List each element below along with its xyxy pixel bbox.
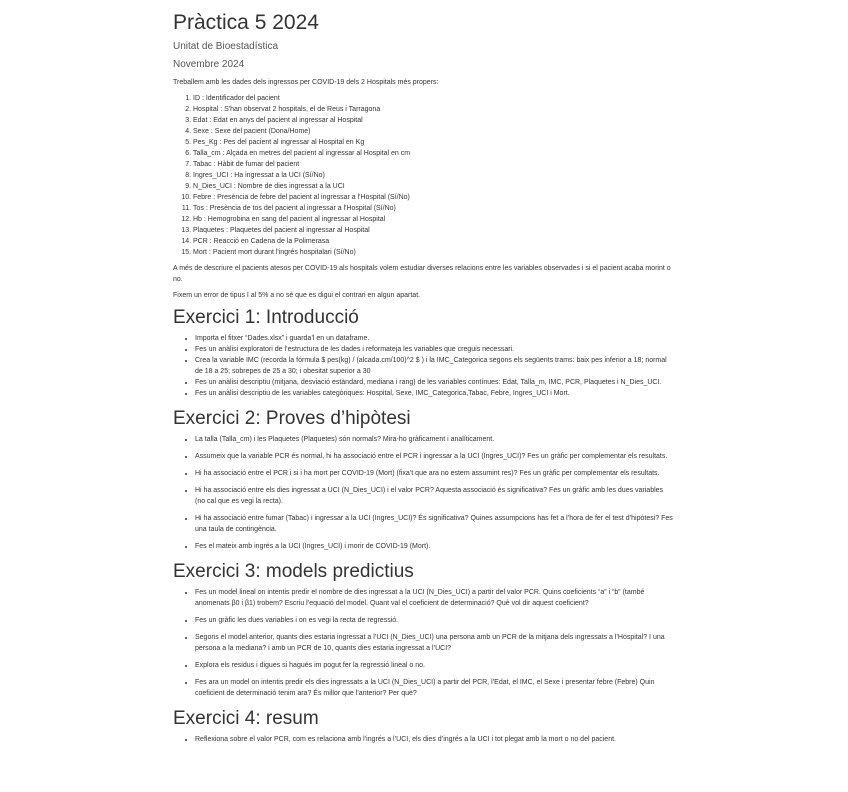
list-item: 7. Tabac : Hàbit de fumar del pacient [193,159,673,170]
list-item: 5. Pes_Kg : Pes del pacient al ingressar al Hospital en Kg [193,137,673,148]
list-item: 8. Ingres_UCI : Ha ingressat a la UCI (Sí/No) [193,170,673,181]
ex1-task-list [173,333,673,399]
list-item: • Reflexiona sobre el valor PCR, com es relaciona amb l’ingrés a l’UCI, els dies d’ingrés a la UCI i tot plegat amb la mort o no del pacient. [195,734,673,745]
list-item: • Hi ha associació entre el PCR i si i ha mort per COVID-19 (Mort) (fixa’t que ara no estem assumint res)? Fes un gràfic per complementar els resultats. [195,468,673,479]
list-item: 10. Febre : Presència de febre del pacient al ingressar a l'Hospital (Sí/No) [193,192,673,203]
list-item: • Explora els residus i digues si hagués im pogut fer la regressió lineal o no. [195,660,673,671]
list-item: 4. Sexe : Sexe del pacient (Dona/Home) [193,126,673,137]
list-item: • Crea la variable IMC (recorda la fórmula $ pes(kg) / (alcada.cm/100)^2 $ ) i la IMC_Categorica segons els següents trams: baix pes inferior a 18; normal de 18 a 25; sobrepes de 25 a 30; i obesitat superior a 30 [195,355,673,377]
list-item: 6. Talla_cm : Alçada en metres del pacient al ingressar al Hospital en cm [193,148,673,159]
list-item: 13. Plaquetes : Plaquetes del pacient al ingressar al Hospital [193,225,673,236]
author: Unitat de Bioestadística [173,41,279,52]
ex2-task-list [173,434,673,552]
section-heading-ex4: Exercici 4: resum [173,708,319,729]
page-title: Pràctica 5 2024 [173,11,319,34]
list-item: • Segons el model anterior, quants dies estaria ingressat a l’UCI (N_Dies_UCI) una persona amb un PCR de la mitjana dels ingressats a l’Hospital? I una persona a la mediana? i amb un PCR de 10, quants dies estaria ingressat a l’UCI? [195,632,673,654]
section-heading-ex3: Exercici 3: models predictius [173,561,414,582]
list-item: • Fes un gràfic les dues variables i on es vegi la recta de regressió. [195,615,673,626]
list-item: 11. Tos : Presència de tos del pacient al ingressar a l'Hospital (Sí/No) [193,203,673,214]
list-item: 14. PCR : Reacció en Cadena de la Polimerasa [193,236,673,247]
error-paragraph: Fixem un error de tipus I al 5% a no sé que es digui el contrari en algun apartat. [173,292,421,299]
variable-list [173,93,673,258]
list-item: 2. Hospital : S'han observat 2 hospitals, el de Reus i Tarragona [193,104,673,115]
list-item: • Hi ha associació entre els dies ingressat a UCI (N_Dies_UCI) i el valor PCR? Aquesta associació és significativa? Fes un gràfic amb les dues variables (no cal que es vegi la recta). [195,485,673,507]
list-item: • Importa el fitxer “Dades.xlsx” i guarda’l en un dataframe. [195,333,673,344]
list-item: • Fes un anàlisi descriptiu (mitjana, desviació estàndard, mediana i rang) de les variables contínues: Edat, Talla_m, IMC, PCR, Plaquetes i N_Dies_UCI. [195,377,673,388]
date: Novembre 2024 [173,59,245,70]
list-item: 3. Edat : Edat en anys del pacient al ingressar al Hospital [193,115,673,126]
list-item: • Assumeix que la variable PCR és normal, hi ha associació entre el PCR i ingressar a la UCI (Ingres_UCI)? Fes un gràfic per complementar els resultats. [195,451,673,462]
list-item: • Fes un anàlisi descriptiu de les variables categòriques: Hospital, Sexe, IMC_Categorica,Tabac, Febre, Ingres_UCI i Mort. [195,388,673,399]
list-item: • Hi ha associació entre fumar (Tabac) i ingressar a la UCI (Ingres_UCI)? És significativa? Quines assumpcions has fet a l’hora de fer el test d’hipòtesi? Fes una taula de contingència. [195,513,673,535]
section-heading-ex2: Exercici 2: Proves d’hipòtesi [173,408,411,429]
list-item: 9. N_Dies_UCI : Nombre de dies ingressat a la UCI [193,181,673,192]
document [173,10,673,745]
list-item: 15. Mort : Pacient mort durant l'ingrés hospitalari (Sí/No) [193,247,673,258]
ex4-task-list [173,734,673,745]
intro-paragraph: Treballem amb les dades dels ingressos per COVID-19 dels 2 Hospitals més propers: [173,79,439,86]
list-item: 1. ID : Identificador del pacient [193,93,673,104]
description-paragraph: A més de descriure el pacients atesos per COVID-19 als hospitals volem estudiar diverses relacions entre les variables observades i si el pacient acaba morint o no. [173,265,671,283]
list-item: 12. Hb : Hemogrobina en sang del pacient al ingressar al Hospital [193,214,673,225]
list-item: • La talla (Talla_cm) i les Plaquetes (Plaquetes) són normals? Mira-ho gràficament i analíticament. [195,434,673,445]
list-item: • Fes ara un model on intentis predir els dies ingressats a la UCI (N_Dies_UCI) a partir del PCR, l’Edat, el IMC, el Sexe i presentar febre (Febre) Quin coeficient de determinació tenim ara? És millor que l’anterior? Per què? [195,677,673,699]
list-item: • Fes el mateix amb ingrés a la UCI (Ingres_UCI) i morir de COVID-19 (Mort). [195,541,673,552]
ex3-task-list [173,587,673,699]
list-item: • Fes un model lineal on intentis predir el nombre de dies ingressat a la UCI (N_Dies_UCI) a partir del valor PCR. Quins coeficients “a” i “b” (també anomenats β0 i β1) trobem? Escriu l’equació del model. Quant val el coeficient de determinació? Què vol dir aquest coeficient? [195,587,673,609]
section-heading-ex1: Exercici 1: Introducció [173,307,359,328]
list-item: • Fes un anàlisi exploratori de l’estructura de les dades i reformateja les variables que creguis necessari. [195,344,673,355]
